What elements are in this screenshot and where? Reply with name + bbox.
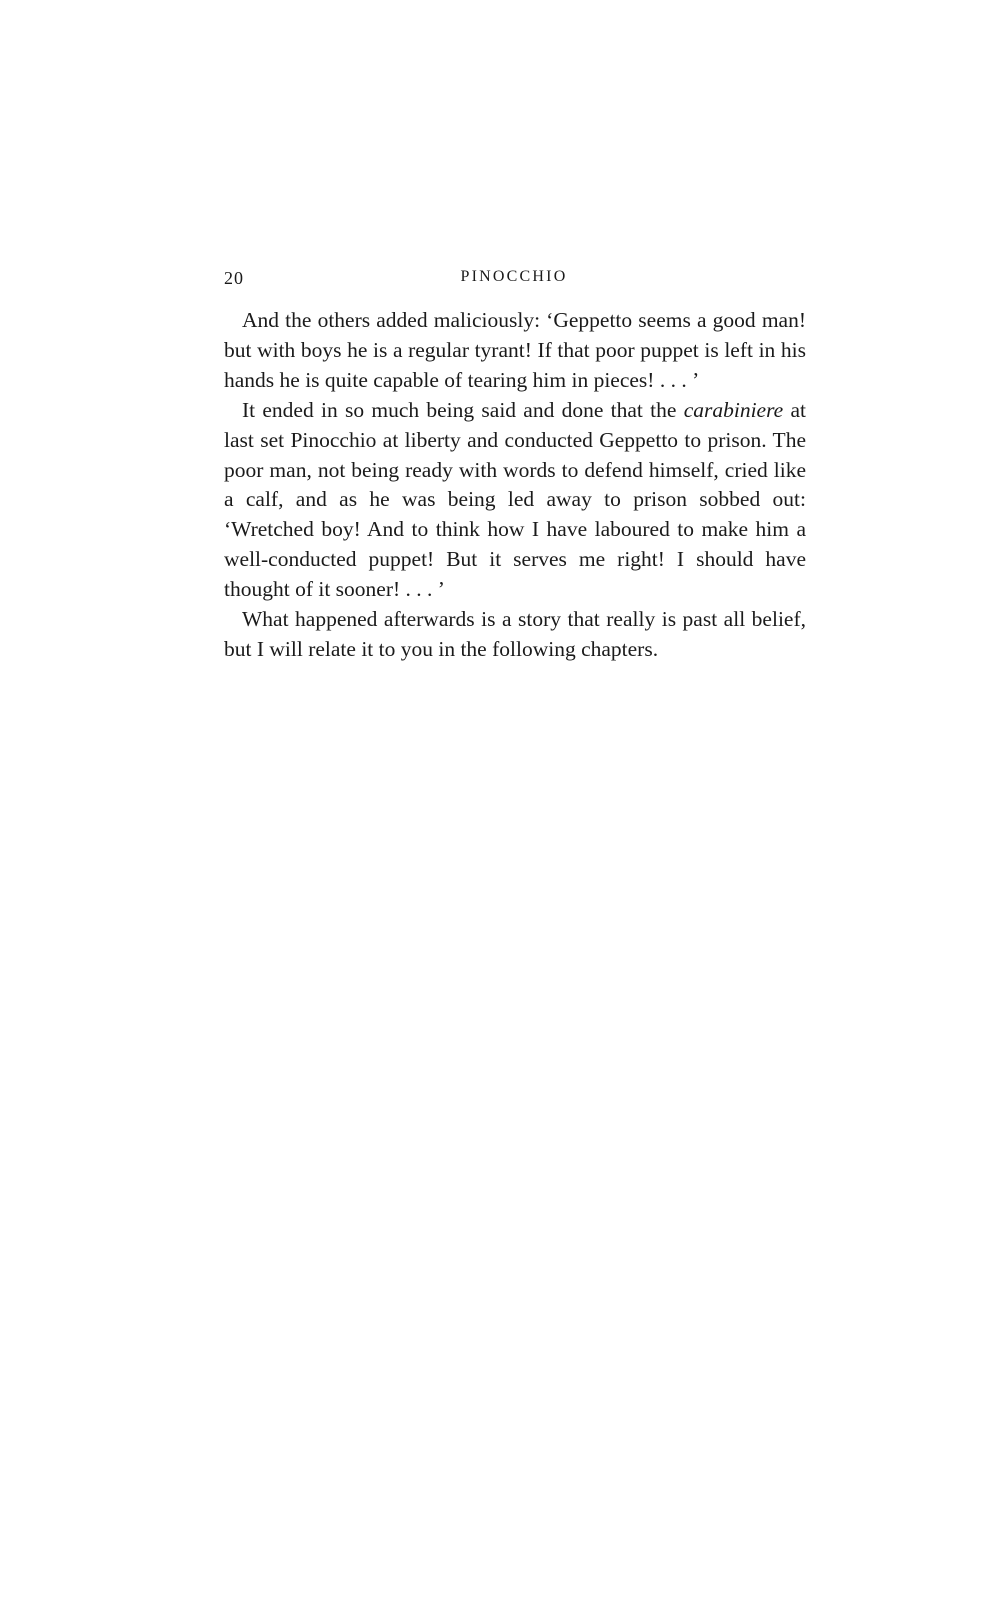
paragraph-3: What happened afterwards is a story that really is past all belief, but I will relate it to you in the following chapters.: [224, 607, 806, 661]
page-number: 20: [224, 268, 244, 288]
body-text: [224, 306, 806, 665]
paragraph-2-start: It ended in so much being said and done that the: [242, 397, 684, 422]
paragraph-2: [224, 396, 806, 605]
paragraph-2-end: at last set Pinocchio at liberty and conducted Geppetto to prison. The poor man, not being ready with words to defend himself, cried like a calf, and as he was being led away to prison sobbed out: ‘Wretched boy! And to think how I have laboured to make him a well-conducted puppet! But it serves me right! I should have thought of it sooner! . . . ’: [224, 397, 806, 602]
running-head: [224, 268, 804, 290]
paragraph-1: And the others added maliciously: ‘Geppetto seems a good man! but with boys he is a regular tyrant! If that poor puppet is left in his hands he is quite capable of tearing him in pieces! . . . ’: [224, 308, 806, 392]
italic-term-carabiniere: carabiniere: [683, 397, 784, 422]
book-title: PINOCCHIO: [460, 268, 568, 285]
